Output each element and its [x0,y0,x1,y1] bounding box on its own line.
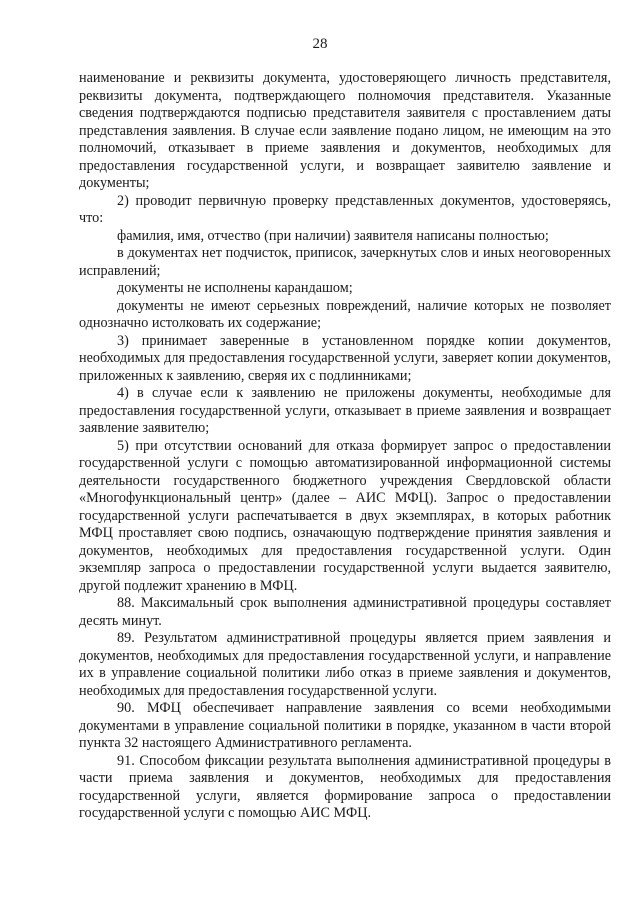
paragraph-item-2: 2) проводит первичную проверку представленных документов, удостоверяясь, что: [79,192,611,226]
paragraph-check-name: фамилия, имя, отчество (при наличии) заявителя написаны полностью; [117,227,549,244]
paragraph-item-4: 4) в случае если к заявлению не приложены документы, необходимые для предоставления государственной услуги, отказывает в приеме заявления и возвращает заявление заявителю; [79,385,611,436]
paragraph-check-damage: документы не имеют серьезных повреждений, наличие которых не позволяет однозначно истолковать их содержание; [79,297,611,331]
document-body [79,70,611,823]
paragraph-91: 91. Способом фиксации результата выполнения административной процедуры в части приема заявления и документов, необходимых для предоставления государственной услуги, является формирование запроса о предоставлении государственной услуги с помощью АИС МФЦ. [79,752,611,821]
paragraph-88: 88. Максимальный срок выполнения административной процедуры составляет десять минут. [79,595,611,629]
paragraph-item-5: 5) при отсутствии оснований для отказа формирует запрос о предоставлении государственной услуги с помощью автоматизированной информационной системы деятельности государственного бюджетного учреждения Свердловской области «Многофункциональный центр» (далее – АИС МФЦ). Запрос о предоставлении государственной услуги распечатывается в двух экземплярах, в которых работник МФЦ проставляет свою подпись, означающую подтверждение принятия заявления и документов, необходимых для предоставления государственной услуги. Один экземпляр запроса о предоставлении государственной услуги выдается заявителю, другой подлежит хранению в МФЦ. [79,437,611,594]
paragraph-check-corrections: в документах нет подчисток, приписок, зачеркнутых слов и иных неоговоренных исправлений; [79,245,611,279]
paragraph-continuation: наименование и реквизиты документа, удостоверяющего личность представителя, реквизиты документа, подтверждающего полномочия представителя. Указанные сведения подтверждаются подписью представителя заявителя с проставлением даты представления заявления. В случае если заявление подано лицом, не имеющим на это полномочий, отказывает в приеме заявления и документов, необходимых для предоставления государственной услуги, и возвращает заявителю заявление и документы; [79,70,611,191]
page-number: 28 [312,36,328,52]
paragraph-item-3: 3) принимает заверенные в установленном порядке копии документов, необходимых для предоставления государственной услуги, заверяет копии документов, приложенных к заявлению, сверяя их с подлинниками; [79,332,611,384]
paragraph-90: 90. МФЦ обеспечивает направление заявления со всеми необходимыми документами в управление социальной политики в порядке, указанном в части второй пункта 32 настоящего Административного регламента. [79,700,611,751]
paragraph-check-pencil: документы не исполнены карандашом; [117,280,353,296]
paragraph-89: 89. Результатом административной процедуры является прием заявления и документов, необходимых для предоставления государственной услуги, и направление их в управление социальной политики либо отказ в приеме заявления и документов, необходимых для предоставления государственной услуги. [79,630,611,699]
